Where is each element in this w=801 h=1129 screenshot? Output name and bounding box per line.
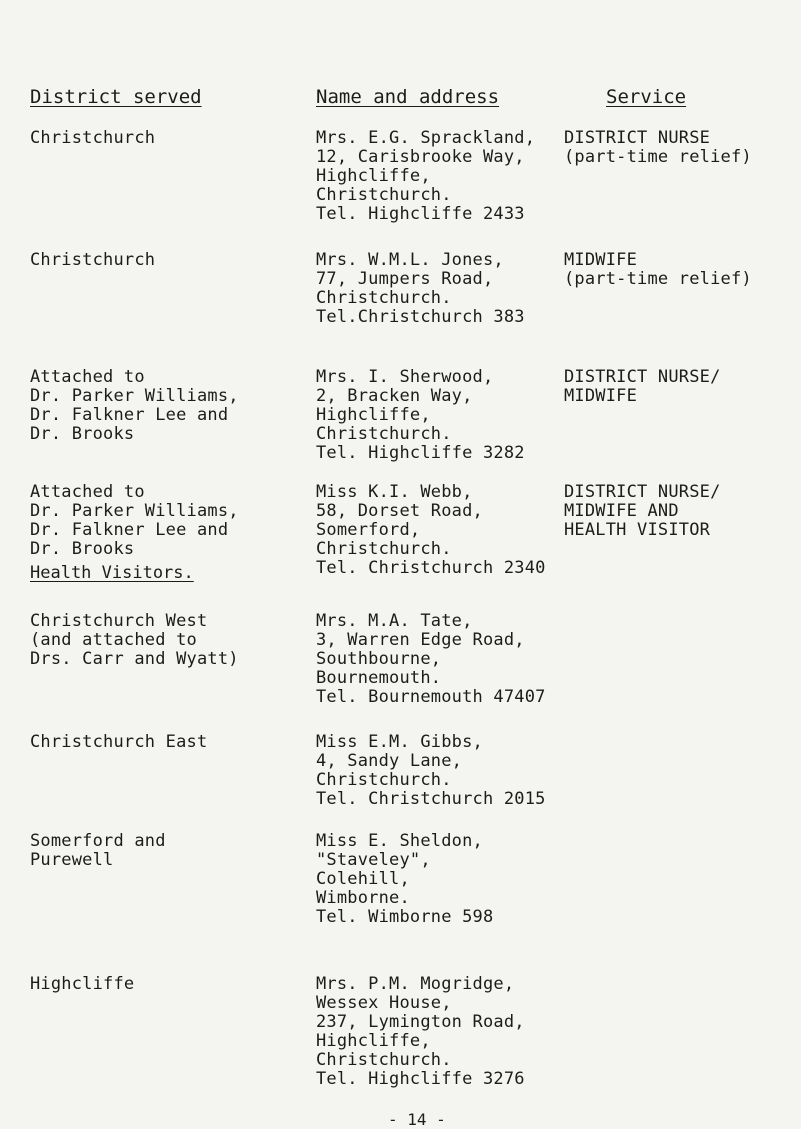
entry-4-service: DISTRICT NURSE/ MIDWIFE AND HEALTH VISITOR	[564, 482, 721, 540]
entry-2-district: Christchurch	[30, 250, 156, 270]
hv-entry-4-district: Highcliffe	[30, 974, 135, 994]
hv-entry-2-address: Miss E.M. Gibbs, 4, Sandy Lane, Christchurch. Tel. Christchurch 2015	[316, 732, 546, 809]
hv-entry-2-district: Christchurch East	[30, 732, 208, 752]
entry-1-service: DISTRICT NURSE (part-time relief)	[564, 128, 752, 167]
section-title-health-visitors: Health Visitors.	[30, 563, 194, 583]
header-name-and-address: Name and address	[316, 86, 500, 108]
hv-entry-3-district: Somerford and Purewell	[30, 831, 166, 870]
entry-3-address: Mrs. I. Sherwood, 2, Bracken Way, Highcliffe, Christchurch. Tel. Highcliffe 3282	[316, 367, 525, 463]
hv-entry-1-address: Mrs. M.A. Tate, 3, Warren Edge Road, Southbourne, Bournemouth. Tel. Bournemouth 47407	[316, 611, 546, 707]
hv-entry-4-address: Mrs. P.M. Mogridge, Wessex House, 237, Lymington Road, Highcliffe, Christchurch. Tel. Highcliffe 3276	[316, 974, 525, 1089]
entry-1-address: Mrs. E.G. Sprackland, 12, Carisbrooke Way, Highcliffe, Christchurch. Tel. Highcliffe 2433	[316, 128, 536, 224]
entry-4-address: Miss K.I. Webb, 58, Dorset Road, Somerford, Christchurch. Tel. Christchurch 2340	[316, 482, 546, 578]
entry-3-district: Attached to Dr. Parker Williams, Dr. Falkner Lee and Dr. Brooks	[30, 367, 239, 444]
page-number: - 14 -	[388, 1110, 446, 1129]
entry-1-district: Christchurch	[30, 128, 156, 148]
entry-2-service: MIDWIFE (part-time relief)	[564, 250, 752, 289]
entry-2-address: Mrs. W.M.L. Jones, 77, Jumpers Road, Christchurch. Tel.Christchurch 383	[316, 250, 525, 327]
hv-entry-3-address: Miss E. Sheldon, "Staveley", Colehill, Wimborne. Tel. Wimborne 598	[316, 831, 494, 927]
entry-4-district: Attached to Dr. Parker Williams, Dr. Falkner Lee and Dr. Brooks	[30, 482, 239, 559]
header-service: Service	[606, 86, 687, 108]
header-district-served: District served	[30, 86, 202, 108]
hv-entry-1-district: Christchurch West (and attached to Drs. Carr and Wyatt)	[30, 611, 239, 669]
entry-3-service: DISTRICT NURSE/ MIDWIFE	[564, 367, 721, 406]
